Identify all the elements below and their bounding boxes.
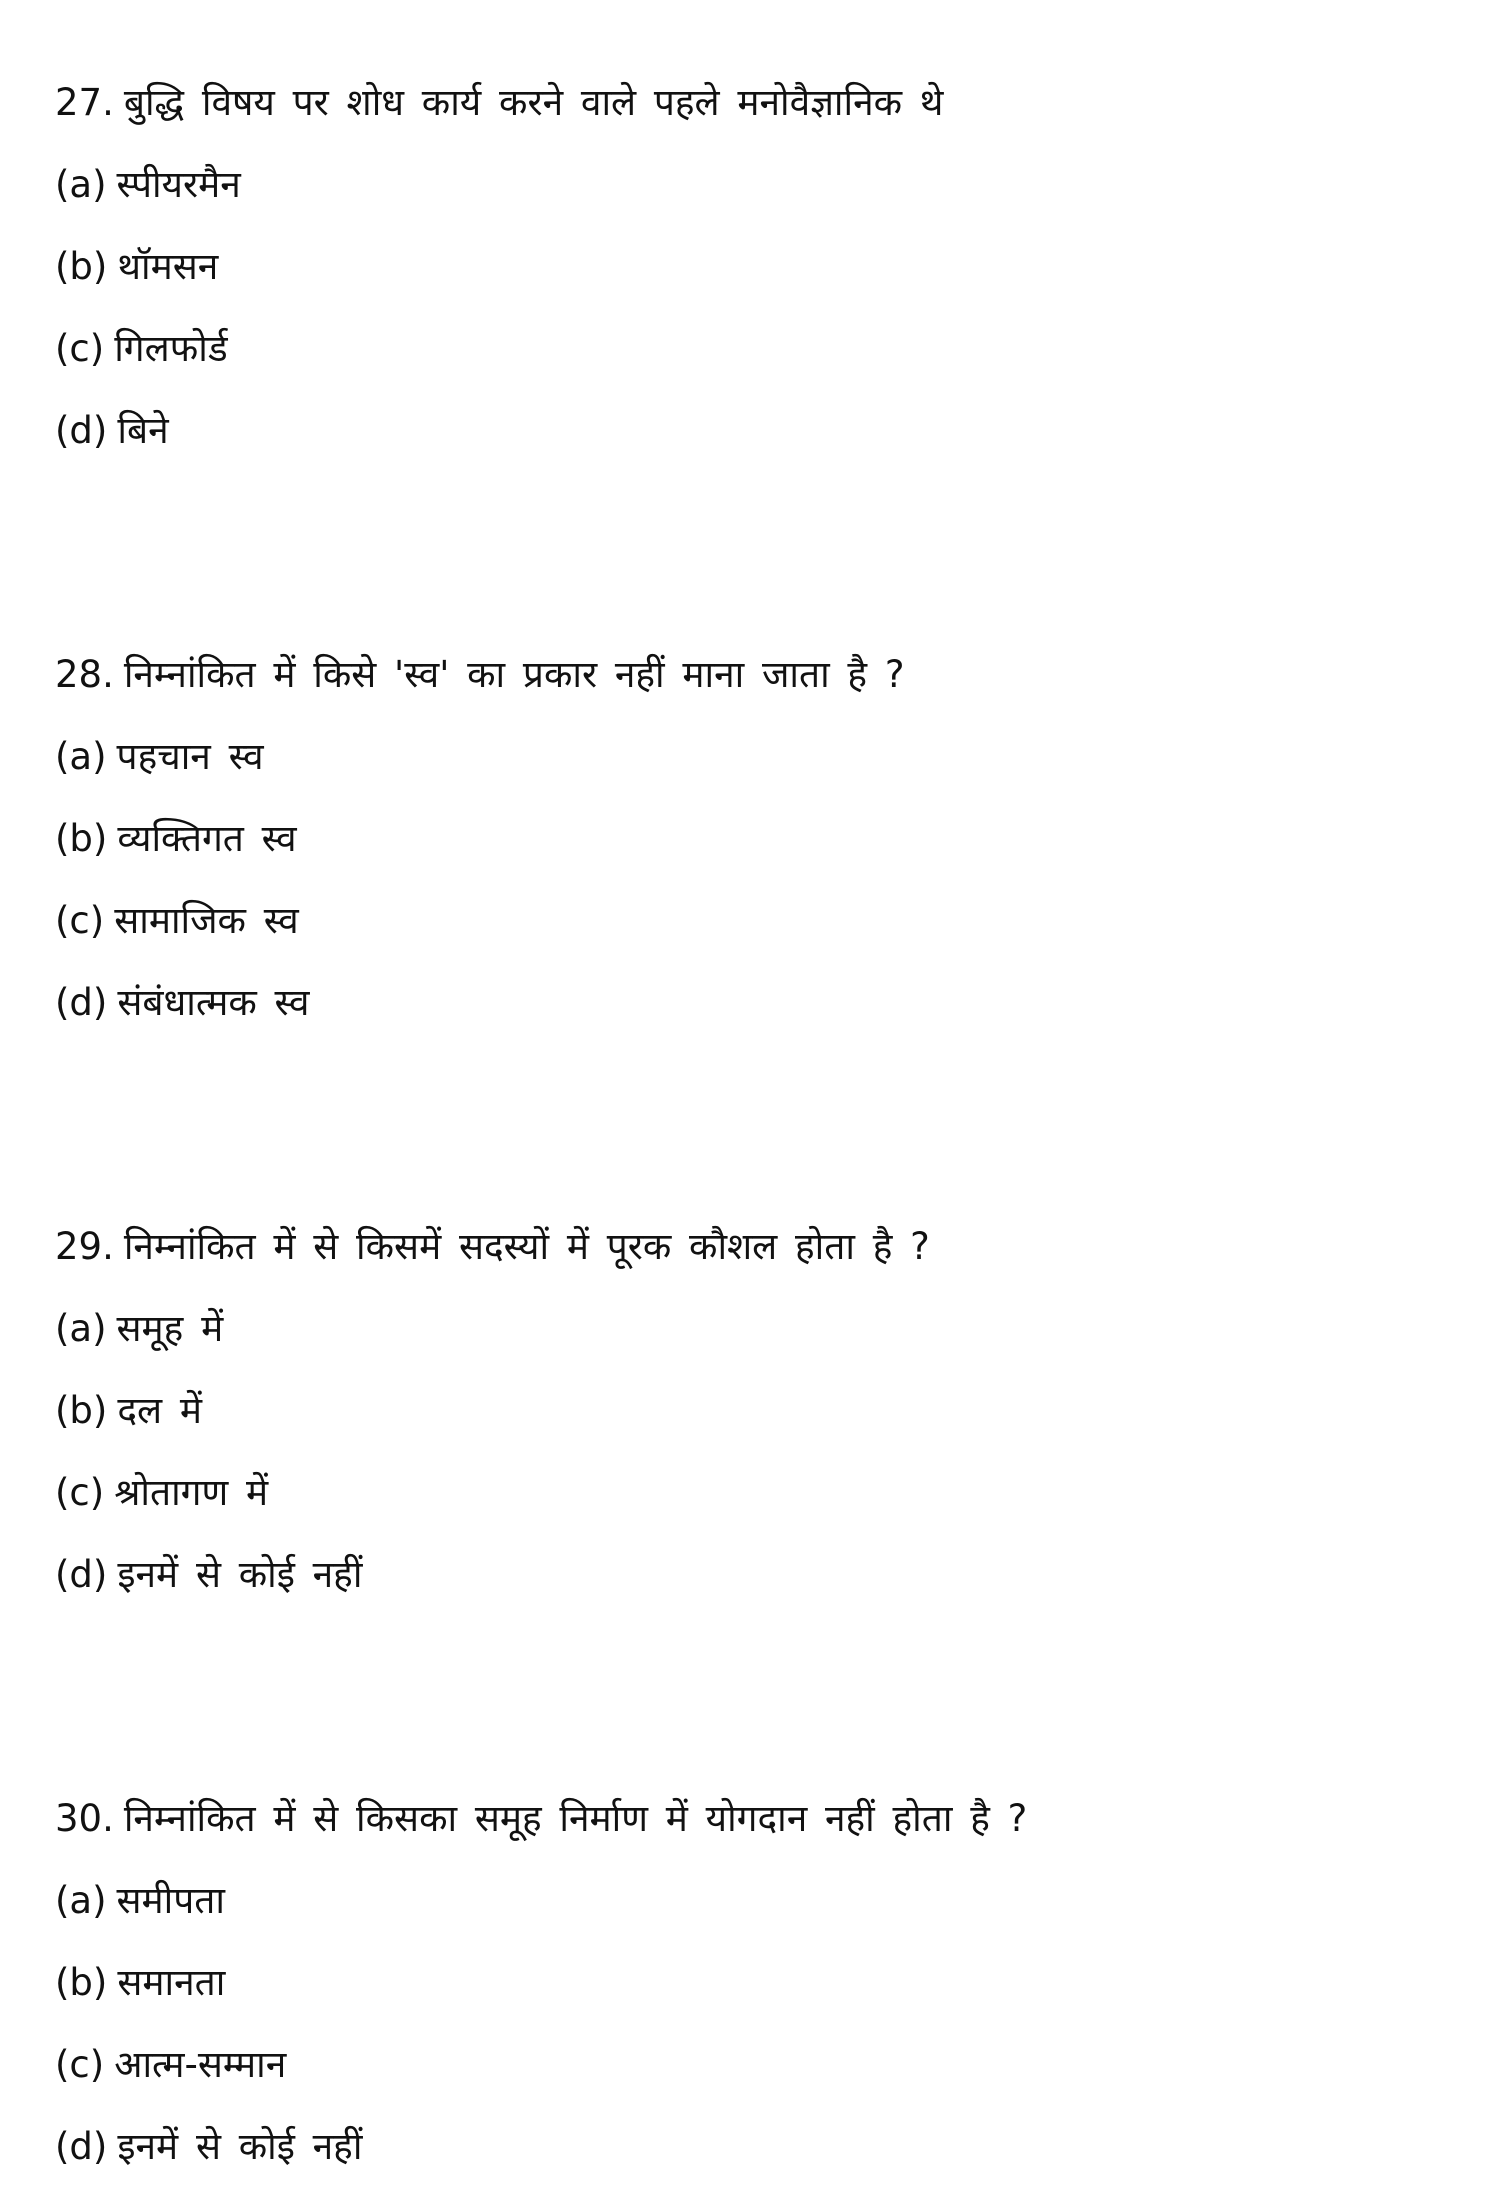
option-text: सामाजिक स्व <box>114 899 299 942</box>
question-body: बुद्धि विषय पर शोध कार्य करने वाले पहले मनोवैज्ञानिक थे <box>123 81 944 124</box>
option-text: व्यक्तिगत स्व <box>117 817 297 860</box>
option-label: (d) <box>55 1553 108 1596</box>
question-text <box>55 1206 1455 1288</box>
question-number: 28. <box>55 653 114 696</box>
option-c <box>55 880 1455 962</box>
option-label: (c) <box>55 2043 105 2086</box>
option-text: इनमें से कोई नहीं <box>117 2125 363 2168</box>
option-text: समीपता <box>116 1879 225 1922</box>
option-a <box>55 716 1455 798</box>
option-d <box>55 390 1455 472</box>
option-b <box>55 1370 1455 1452</box>
question-27 <box>55 62 1455 472</box>
question-spacer <box>55 1616 1455 1778</box>
option-label: (b) <box>55 1389 108 1432</box>
question-number: 27. <box>55 81 114 124</box>
option-text: थॉमसन <box>117 245 219 288</box>
question-28 <box>55 634 1455 1044</box>
option-text: समानता <box>117 1961 226 2004</box>
option-label: (a) <box>55 1879 107 1922</box>
question-spacer <box>55 472 1455 634</box>
option-text: बिने <box>117 409 169 452</box>
option-a <box>55 1860 1455 1942</box>
option-label: (a) <box>55 1307 107 1350</box>
question-text <box>55 1778 1455 1860</box>
option-a <box>55 144 1455 226</box>
option-label: (c) <box>55 327 105 370</box>
option-text: संबंधात्मक स्व <box>117 981 310 1024</box>
option-label: (d) <box>55 2125 108 2168</box>
option-label: (c) <box>55 899 105 942</box>
option-d <box>55 962 1455 1044</box>
question-spacer <box>55 1044 1455 1206</box>
option-d <box>55 2106 1455 2188</box>
option-c <box>55 308 1455 390</box>
option-label: (d) <box>55 409 108 452</box>
question-29 <box>55 1206 1455 1616</box>
question-30 <box>55 1778 1455 2188</box>
question-body: निम्नांकित में किसे 'स्व' का प्रकार नहीं माना जाता है ? <box>123 653 905 696</box>
option-b <box>55 798 1455 880</box>
question-number: 30. <box>55 1797 114 1840</box>
option-a <box>55 1288 1455 1370</box>
option-label: (a) <box>55 163 107 206</box>
question-text <box>55 634 1455 716</box>
option-text: आत्म-सम्मान <box>114 2043 287 2086</box>
option-text: श्रोतागण में <box>114 1471 269 1514</box>
option-text: दल में <box>117 1389 202 1432</box>
question-page <box>55 62 1455 2188</box>
option-b <box>55 226 1455 308</box>
question-text <box>55 62 1455 144</box>
option-b <box>55 1942 1455 2024</box>
option-label: (c) <box>55 1471 105 1514</box>
option-label: (a) <box>55 735 107 778</box>
option-text: पहचान स्व <box>116 735 264 778</box>
option-label: (b) <box>55 245 108 288</box>
option-d <box>55 1534 1455 1616</box>
question-body: निम्नांकित में से किसमें सदस्यों में पूरक कौशल होता है ? <box>123 1225 930 1268</box>
option-text: समूह में <box>116 1307 224 1350</box>
option-label: (b) <box>55 817 108 860</box>
option-label: (d) <box>55 981 108 1024</box>
option-label: (b) <box>55 1961 108 2004</box>
question-number: 29. <box>55 1225 114 1268</box>
option-text: स्पीयरमैन <box>116 163 241 206</box>
option-c <box>55 1452 1455 1534</box>
option-c <box>55 2024 1455 2106</box>
option-text: इनमें से कोई नहीं <box>117 1553 363 1596</box>
question-body: निम्नांकित में से किसका समूह निर्माण में योगदान नहीं होता है ? <box>123 1797 1028 1840</box>
option-text: गिलफोर्ड <box>114 327 228 370</box>
